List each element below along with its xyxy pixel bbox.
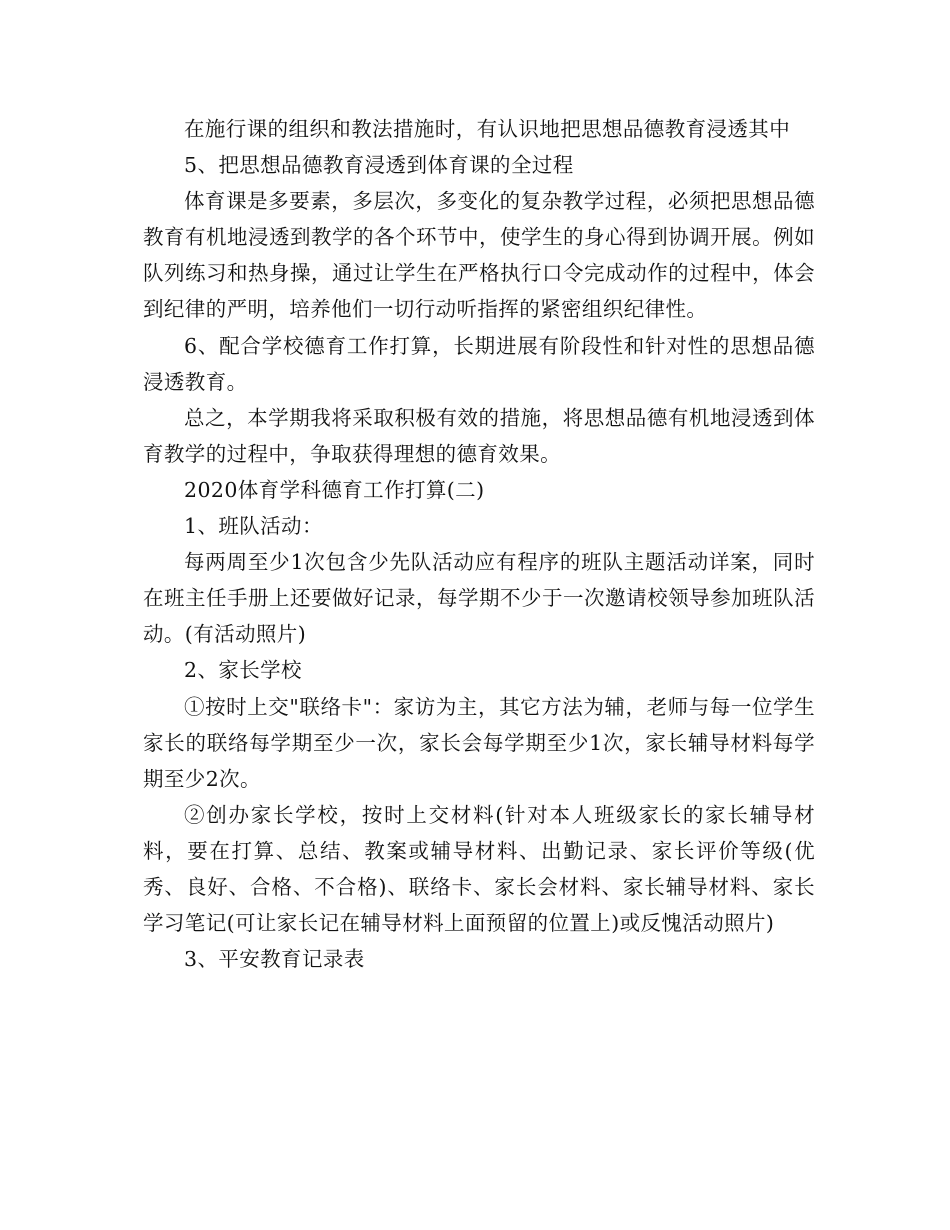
- paragraph: ①按时上交"联络卡"：家访为主，其它方法为辅，老师与每一位学生家长的联络每学期至少一次，家长会每学期至少1次，家长辅导材料每学期至少2次。: [143, 694, 815, 791]
- document-subtitle: 2020体育学科德育工作打算(二): [184, 477, 485, 502]
- paragraph: 每两周至少1次包含少先队活动应有程序的班队主题活动详案，同时在班主任手册上还要做好记录，每学期不少于一次邀请校领导参加班队活动。(有活动照片): [143, 550, 815, 647]
- document-body: [143, 111, 815, 977]
- section-heading: 2、家长学校: [184, 658, 302, 683]
- section-heading: 6、配合学校德育工作打算，长期进展有阶段性和针对性的思想品德浸透教育。: [143, 333, 815, 394]
- paragraph: 在施行课的组织和教法措施时，有认识地把思想品德教育浸透其中: [184, 117, 791, 141]
- section-heading: 1、班队活动：: [184, 514, 323, 539]
- section-heading: 3、平安教育记录表: [184, 947, 365, 972]
- section-heading: 5、把思想品德教育浸透到体育课的全过程: [184, 153, 574, 178]
- paragraph: 体育课是多要素，多层次，多变化的复杂教学过程，必须把思想品德教育有机地浸透到教学的各个环节中，使学生的身心得到协调开展。例如队列练习和热身操，通过让学生在严格执行口令完成动作的过程中，体会到纪律的严明，培养他们一切行动听指挥的紧密组织纪律性。: [143, 189, 815, 322]
- paragraph: 总之，本学期我将采取积极有效的措施，将思想品德有机地浸透到体育教学的过程中，争取获得理想的德育效果。: [143, 405, 815, 466]
- paragraph: ②创办家长学校，按时上交材料(针对本人班级家长的家长辅导材料，要在打算、总结、教案或辅导材料、出勤记录、家长评价等级(优秀、良好、合格、不合格)、联络卡、家长会材料、家长辅导材料、家长学习笔记(可让家长记在辅导材料上面预留的位置上)或反愧活动照片): [143, 802, 815, 936]
